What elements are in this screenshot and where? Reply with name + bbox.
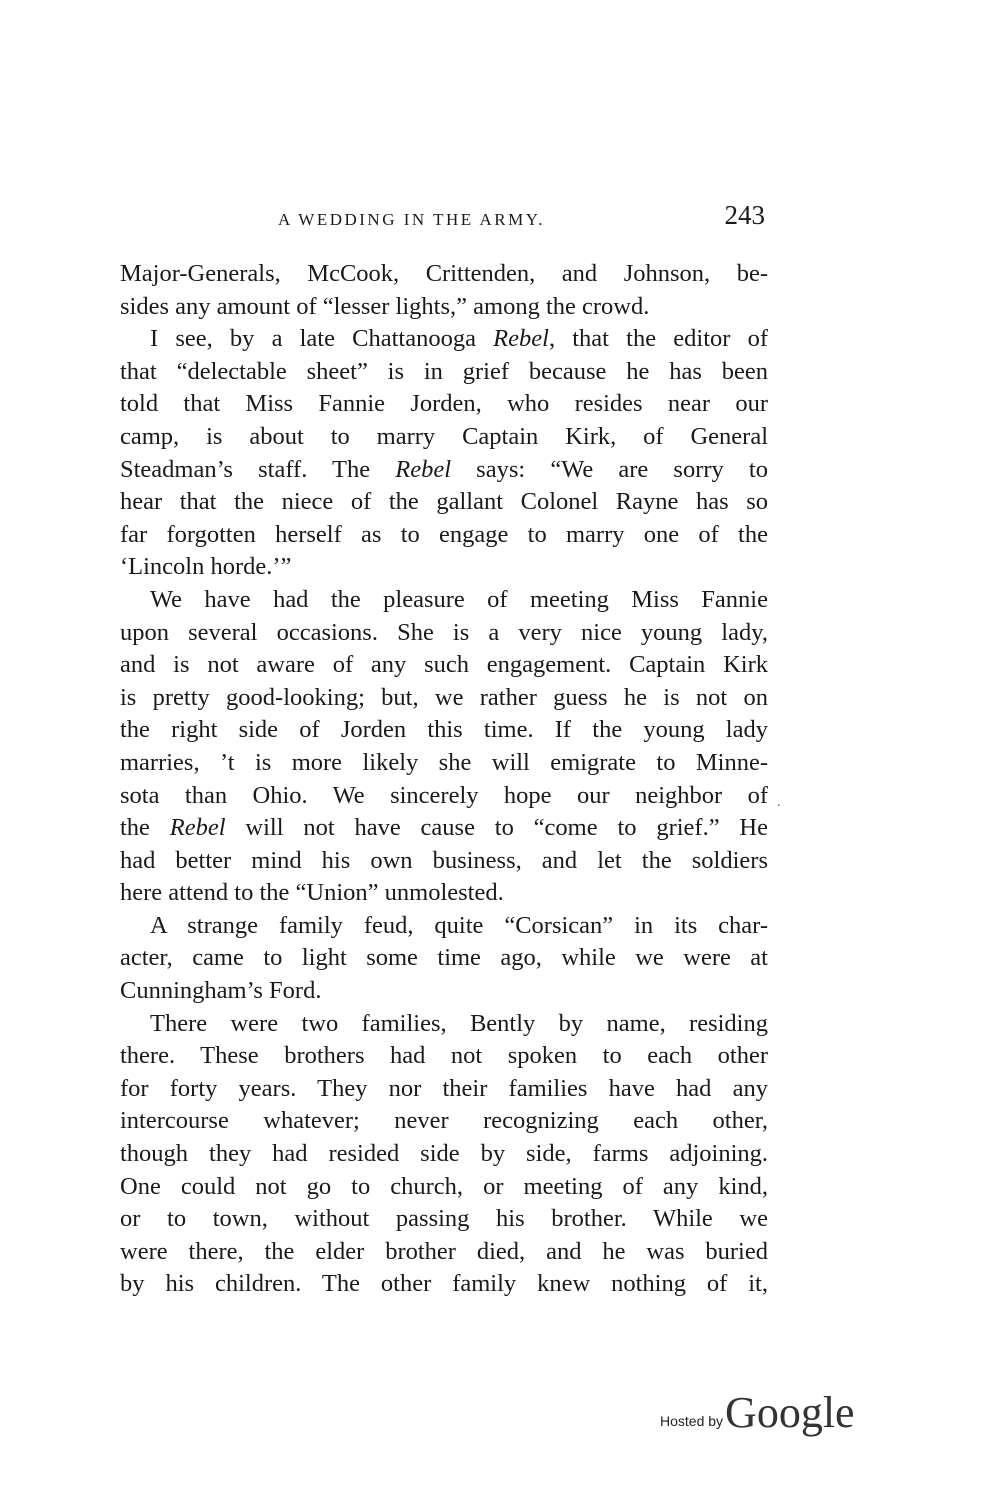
- newspaper-title: Rebel: [395, 455, 452, 483]
- text-line: had better mind his own business, and let the soldiers: [120, 846, 768, 874]
- watermark-prefix: Hosted by: [660, 1413, 724, 1429]
- text-line: acter, came to light some time ago, while we were at: [120, 944, 768, 972]
- text-line: sota than Ohio. We sincerely hope our neighbor of: [120, 781, 768, 809]
- text-line: told that Miss Fannie Jorden, who resides near our: [120, 390, 768, 418]
- body-text: [120, 258, 768, 1301]
- text-line: One could not go to church, or meeting of any kind,: [120, 1172, 768, 1200]
- text-line: hear that the niece of the gallant Colonel Rayne has so: [120, 488, 768, 516]
- text-line: We have had the pleasure of meeting Miss Fannie: [150, 585, 768, 613]
- newspaper-title: Rebel: [169, 814, 226, 842]
- text-line: though they had resided side by side, farms adjoining.: [120, 1140, 768, 1168]
- text-line: upon several occasions. She is a very nice young lady,: [120, 618, 768, 646]
- text-line: camp, is about to marry Captain Kirk, of General: [120, 422, 768, 450]
- text-line: here attend to the “Union” unmolested.: [120, 879, 504, 907]
- newspaper-title: Rebel: [493, 325, 549, 353]
- text-line: A strange family feud, quite “Corsican” in its char-: [150, 911, 768, 939]
- text-line: Major-Generals, McCook, Crittenden, and Johnson, be-: [120, 260, 768, 287]
- text-line: or to town, without passing his brother. While we: [120, 1205, 768, 1233]
- text-line: and is not aware of any such engagement. Captain Kirk: [120, 651, 768, 679]
- text-line: I see, by a late Chattanooga Rebel, that the editor of: [150, 325, 768, 353]
- text-line: marries, ’t is more likely she will emigrate to Minne-: [120, 748, 768, 776]
- running-title: A WEDDING IN THE ARMY.: [278, 210, 546, 229]
- text-line: is pretty good-looking; but, we rather guess he is not on: [120, 683, 768, 711]
- text-line: the right side of Jorden this time. If the young lady: [120, 716, 768, 744]
- text-line: were there, the elder brother died, and he was buried: [120, 1237, 768, 1265]
- page-number: 243: [724, 200, 765, 230]
- text-line: by his children. The other family knew nothing of it,: [120, 1270, 768, 1298]
- text-line: intercourse whatever; never recognizing each other,: [120, 1107, 768, 1135]
- text-line: Cunningham’s Ford.: [120, 977, 322, 1005]
- text-line: Steadman’s staff. The Rebel says: “We are sorry to: [120, 455, 768, 483]
- text-line: the Rebel will not have cause to “come to grief.” He: [120, 814, 768, 842]
- running-head: [120, 200, 765, 240]
- text-line: ‘Lincoln horde.’”: [120, 553, 292, 581]
- text-line: for forty years. They nor their families have had any: [120, 1074, 768, 1102]
- google-logo: Google: [725, 1388, 855, 1437]
- text-line: There were two families, Bently by name, residing: [150, 1009, 768, 1037]
- text-line: that “delectable sheet” is in grief because he has been: [120, 357, 768, 385]
- stray-mark: .: [777, 795, 781, 810]
- text-line: sides any amount of “lesser lights,” among the crowd.: [120, 292, 650, 320]
- text-line: there. These brothers had not spoken to each other: [120, 1042, 768, 1070]
- hosted-by-google-watermark: [660, 1385, 855, 1435]
- text-line: far forgotten herself as to engage to marry one of the: [120, 520, 768, 548]
